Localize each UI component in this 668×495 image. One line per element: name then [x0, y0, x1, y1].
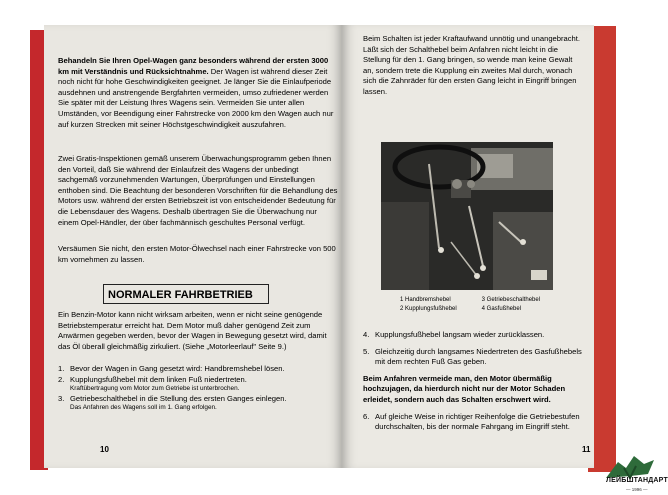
list-item — [363, 347, 585, 368]
legend-item: 4 Gasfußhebel — [481, 305, 522, 312]
photo-legend — [400, 296, 570, 313]
list-item-number: 6. — [363, 411, 370, 421]
oil-change-paragraph: Versäumen Sie nicht, den ersten Motor-Ölwechsel nach einer Fahrstrecke von 500 km vornehmen zu lassen. — [58, 244, 336, 264]
list-item — [363, 412, 585, 433]
intro-rest-text: Der Wagen ist während dieser Zeit noch nicht für hohe Geschwindigkeiten geeignet. Je länger Sie die Einlaufperiode ausdehnen und anstrengende Bergfahrten vermeiden, umso zufriedener werden Sie später mit der Leistung Ihres Wagens sein. Vermeiden Sie unter allen Umständen, vor Beendigung einer Fahrstrecke von 2000 km den Wagen auch nur auf kurzen Strecken mit seiner Höchstgeschwindigkeit auszufahren. — [58, 66, 334, 129]
left-steps-list — [58, 364, 338, 413]
right-steps-list — [363, 330, 585, 433]
intro-bold-text: Behandeln Sie Ihren Opel-Wagen ganz besonders während der ersten 3000 km mit Verständnis und Rücksichtnahme. — [58, 56, 329, 76]
engine-warmup-paragraph: Ein Benzin-Motor kann nicht wirksam arbeiten, wenn er nicht seine genügende Betriebstemperatur erreicht hat. Dem Motor muß daher genügend Zeit zum Anwärmen gegeben werden, bevor der Wagen in Bewegung gesetzt wird, damit das Öl überall gleichmäßig zirkuliert. (Siehe „Motorleerlauf" Seite 9.) — [58, 310, 327, 351]
inspection-paragraph: Zwei Gratis-Inspektionen gemäß unserem Überwachungsprogramm geben Ihnen den Vorteil, daß Sie während der Einlaufzeit des Wagens der unbedingt sachgemäß vorzunehmenden Wartungen, Überprüfungen und Einstellungen enthoben sind. Die Beachtung der besonderen Vorschriften für die Behandlung des Motors usw. während der ersten Betriebszeit ist von entscheidender Bedeutung für die Lebensdauer des Wagens. Deshalb übertragen Sie die Überwachung nur einem Opel-Händler, der über fachmännisch geschultes Personal verfügt. — [58, 154, 338, 227]
list-item-text: Kupplungsfußhebel langsam wieder zurücklassen. — [375, 330, 545, 339]
list-item-note: Das Anfahren des Wagens soll im 1. Gang erfolgen. — [70, 404, 217, 412]
intro-paragraph — [58, 56, 338, 130]
legend-column-left — [400, 296, 480, 313]
list-item-text: Gleichzeitig durch langsames Niedertreten des Gasfußhebels mit dem rechten Fuß Gas geben. — [375, 346, 582, 367]
list-item-number: 2. — [58, 374, 65, 384]
list-item-note: Kraftübertragung vom Motor zum Getriebe ist unterbrochen. — [70, 385, 240, 393]
legend-item: 1 Handbremshebel — [400, 297, 451, 303]
page-number-right: 11 — [582, 445, 591, 454]
eagle-logo-icon — [600, 448, 658, 492]
legend-column-right — [482, 296, 562, 313]
list-item-number: 1. — [58, 364, 65, 373]
list-item — [58, 394, 338, 405]
legend-item: 3 Getriebeschalthebel — [481, 297, 541, 303]
watermark-name: ЛЕЙБШТАНДАРТ — [606, 477, 668, 484]
list-item-number: 4. — [363, 330, 370, 339]
legend-item: 2 Kupplungsfußhebel — [400, 305, 457, 312]
list-item-text: Getriebeschalthebel in die Stellung des ersten Ganges einlegen. — [70, 393, 287, 403]
shifting-paragraph: Beim Schalten ist jeder Kraftaufwand unnötig und unangebracht. Läßt sich der Schalthebel beim Anfahren nicht leicht in die Stellung für den 1. Gang bringen, so wende man keine Gewalt an, sondern trete die Kupplung ein zweites Mal durch, wonach sich die Zahnräder für den ersten Gang leicht in Eingriff bringen lassen. — [363, 34, 580, 96]
list-item — [58, 364, 338, 375]
watermark-year: — 1996 — — [626, 487, 648, 492]
section-heading: NORMALER FAHRBETRIEB — [103, 284, 269, 304]
warning-text: Beim Anfahren vermeide man, den Motor übermäßig hochzujagen, da hierdurch nicht nur der Motor Schaden erleidet, sondern auch das Schalten erschwert wird. — [363, 373, 566, 404]
list-item-text: Kupplungsfußhebel mit dem linken Fuß niedertreten. — [70, 374, 247, 384]
page-number-left: 10 — [100, 445, 109, 454]
list-item — [363, 330, 585, 341]
list-item — [58, 375, 338, 386]
list-item-number: 3. — [58, 393, 65, 403]
dashboard-illustration — [381, 142, 553, 290]
list-item-number: 5. — [363, 346, 370, 356]
list-item-text: Bevor der Wagen in Gang gesetzt wird: Handbremshebel lösen. — [70, 364, 285, 373]
list-item-text: Auf gleiche Weise in richtiger Reihenfolge die Getriebestufen durchschalten, bis der normale Fahrgang im Eingriff steht. — [375, 411, 580, 432]
dashboard-photo — [381, 142, 553, 290]
